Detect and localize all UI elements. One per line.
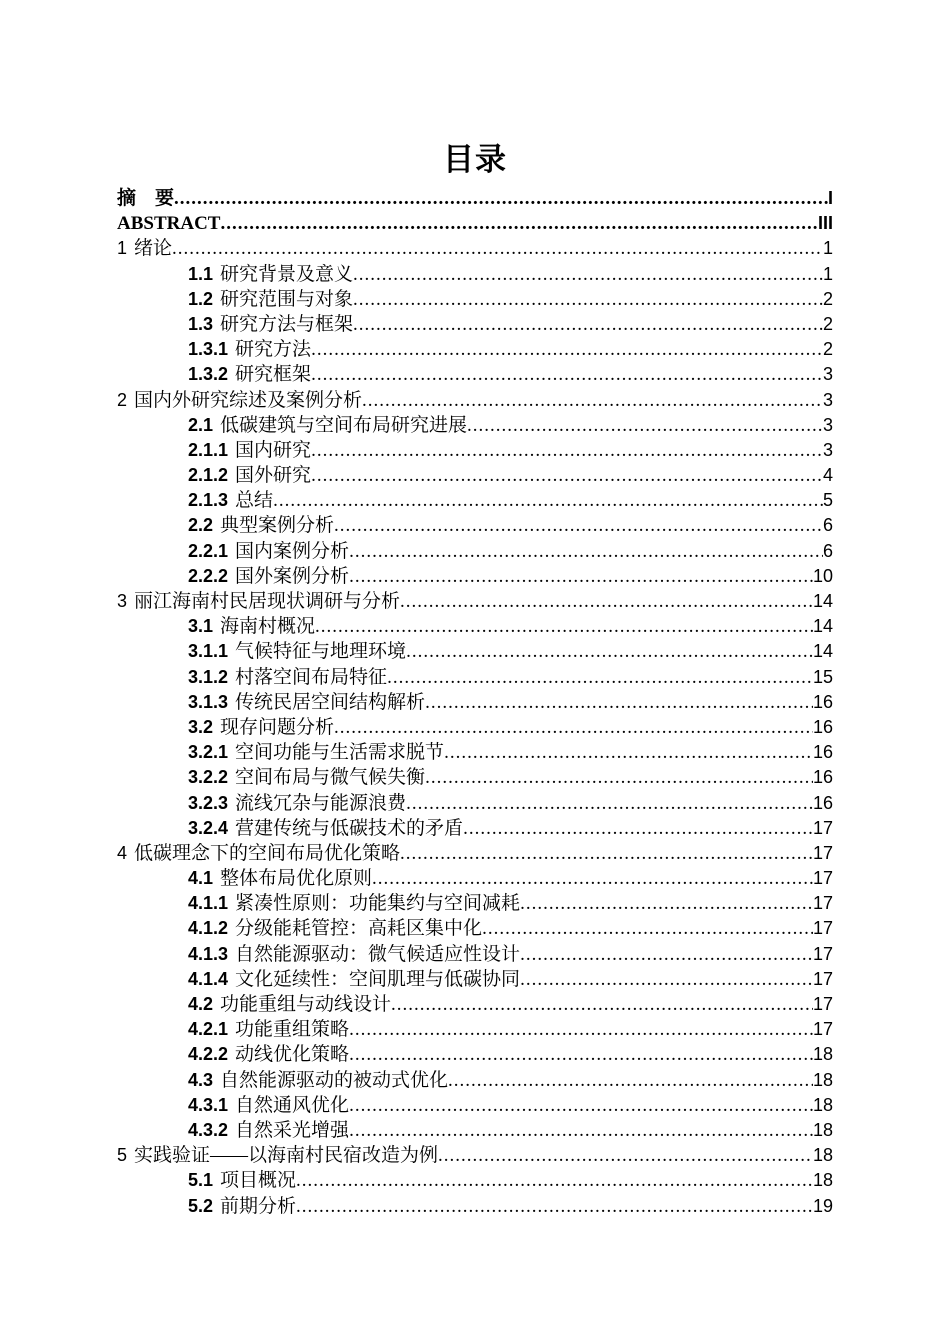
entry-number: 1 [117,238,128,259]
entry-number: 4.1.1 [188,893,229,914]
entry-number: 2.2.1 [188,540,229,561]
entry-number: 5.2 [188,1195,214,1216]
entry-label: 动线优化策略 [235,1044,350,1066]
toc-entry[interactable] [117,791,833,816]
dot-leader [406,639,813,664]
dot-leader [334,715,813,740]
entry-page: 4 [822,465,833,486]
entry-page: 2 [822,288,833,309]
dot-leader [387,665,813,690]
dot-leader [311,463,823,488]
dot-leader [425,765,813,790]
entry-page: 16 [812,691,833,712]
entry-number: 4.1.4 [188,968,229,989]
dot-leader [296,1194,813,1219]
entry-page: 6 [822,540,833,561]
dot-leader [349,564,813,589]
toc-list [117,186,833,1219]
entry-page: 18 [812,1145,833,1166]
entry-number: 1.2 [188,288,214,309]
entry-page: 18 [812,1044,833,1065]
entry-page: 3 [822,389,833,410]
entry-label: 实践验证——以海南村民宿改造为例 [134,1145,439,1167]
entry-page: 14 [812,591,833,611]
entry-number: 5.1 [188,1170,214,1191]
toc-entry[interactable] [117,1194,833,1219]
dot-leader [220,211,818,236]
entry-number: 3.2.2 [188,767,229,788]
entry-page: 14 [812,616,833,637]
entry-label: 国内案例分析 [235,540,350,562]
dot-leader [174,186,828,211]
entry-label: 低碳理念下的空间布局优化策略 [134,842,401,864]
entry-page: 1 [822,263,833,284]
entry-page: 17 [812,994,833,1014]
entry-number: 4.3.2 [188,1119,229,1140]
dot-leader [349,539,823,564]
dot-leader [520,891,813,916]
dot-leader [520,942,813,967]
toc-entry[interactable] [117,715,833,740]
entry-label: 丽江海南村民居现状调研与分析 [134,591,401,612]
entry-label: 前期分析 [220,1195,297,1217]
entry-number: 2.1.2 [188,465,229,486]
entry-number: 5 [117,1145,128,1166]
entry-label: 自然能源驱动：微气候适应性设计 [235,943,521,965]
entry-page: 2 [822,339,833,360]
entry-page: 17 [812,943,833,964]
toc-entry[interactable] [117,1168,833,1193]
entry-label: 自然能源驱动的被动式优化 [220,1069,449,1091]
entry-label: 自然通风优化 [235,1094,350,1116]
toc-entry[interactable] [117,614,833,639]
dot-leader [353,262,823,287]
toc-entry[interactable] [117,1143,833,1168]
toc-entry[interactable] [117,539,833,564]
entry-number: 3.2.4 [188,817,229,838]
entry-label: ABSTRACT [117,213,221,235]
dot-leader [315,614,813,639]
entry-label: 功能重组与动线设计 [220,994,392,1015]
entry-number: 4.1.2 [188,918,229,939]
toc-entry[interactable] [117,564,833,589]
entry-page: 16 [812,792,833,813]
entry-label: 低碳建筑与空间布局研究进展 [220,414,468,436]
entry-number: 2.2.2 [188,565,229,586]
toc-entry[interactable] [117,1017,833,1042]
entry-page: 18 [812,1119,833,1140]
dot-leader [349,1093,813,1118]
dot-leader [391,992,813,1017]
toc-entry[interactable] [117,942,833,967]
entry-page: 18 [812,1170,833,1191]
dot-leader [273,488,823,513]
entry-number: 3.1.3 [188,691,229,712]
dot-leader [425,690,813,715]
entry-page: 16 [812,767,833,788]
dot-leader [438,1143,813,1168]
dot-leader [400,841,813,866]
entry-page: 14 [812,641,833,662]
entry-page: 2 [822,313,833,334]
entry-page: 5 [822,490,833,511]
dot-leader [349,1118,813,1143]
dot-leader [482,916,813,941]
entry-label: 研究方法与框架 [220,313,354,335]
dot-leader [334,513,823,538]
entry-number: 2.1.3 [188,490,229,511]
entry-number: 4.3 [188,1069,214,1090]
dot-leader [406,791,813,816]
entry-number: 2.1.1 [188,439,229,460]
entry-page: I [827,188,833,208]
toc-entry[interactable] [117,690,833,715]
toc-entry[interactable] [117,992,833,1017]
toc-entry[interactable] [117,1042,833,1067]
toc-entry[interactable] [117,1118,833,1143]
toc-entry[interactable] [117,186,833,211]
entry-label: 摘 要 [117,188,175,209]
toc-entry[interactable] [117,866,833,891]
entry-page: 15 [812,666,833,687]
entry-number: 3.1 [188,616,214,637]
entry-page: 19 [812,1195,833,1216]
entry-number: 1.3.1 [188,339,229,360]
toc-entry[interactable] [117,236,833,261]
entry-page: 16 [812,716,833,737]
entry-number: 3.2 [188,716,214,737]
entry-label: 营建传统与低碳技术的矛盾 [235,817,464,839]
entry-number: 4.3.1 [188,1094,229,1115]
entry-page: 18 [812,1094,833,1115]
toc-entry[interactable] [117,765,833,790]
toc-entry[interactable] [117,1093,833,1118]
toc-entry[interactable] [117,967,833,992]
entry-label: 分级能耗管控：高耗区集中化 [235,918,483,940]
entry-number: 1.1 [188,263,214,284]
dot-leader [296,1168,813,1193]
entry-page: 17 [812,918,833,939]
toc-entry[interactable] [117,665,833,690]
entry-label: 流线冗杂与能源浪费 [235,792,407,814]
dot-leader [362,388,823,413]
toc-entry[interactable] [117,438,833,463]
entry-page: III [817,213,833,234]
entry-number: 4 [117,842,128,863]
entry-number: 3.1.1 [188,641,229,662]
toc-entry[interactable] [117,841,833,866]
toc-entry[interactable] [117,891,833,916]
entry-label: 研究范围与对象 [220,288,354,310]
entry-label: 村落空间布局特征 [235,666,388,688]
entry-label: 总结 [235,490,274,512]
toc-entry[interactable] [117,337,833,362]
toc-entry[interactable] [117,287,833,312]
dot-leader [467,413,823,438]
dot-leader [172,236,823,261]
dot-leader [353,287,823,312]
entry-label: 紧凑性原则：功能集约与空间减耗 [235,893,521,915]
entry-label: 文化延续性：空间肌理与低碳协同 [235,968,521,990]
entry-label: 国外案例分析 [235,565,350,587]
toc-entry[interactable] [117,916,833,941]
entry-number: 1.3.2 [188,364,229,385]
dot-leader [372,866,813,891]
toc-entry[interactable] [117,312,833,337]
entry-number: 4.2.1 [188,1019,229,1040]
dot-leader [311,362,823,387]
entry-label: 气候特征与地理环境 [235,641,407,663]
entry-page: 18 [812,1069,833,1090]
toc-entry[interactable] [117,740,833,765]
entry-page: 17 [812,842,833,863]
entry-label: 绪论 [134,238,173,260]
entry-page: 3 [822,439,833,460]
toc-entry[interactable] [117,816,833,841]
entry-number: 3.2.3 [188,792,229,813]
dot-leader [520,967,813,992]
entry-label: 研究框架 [235,364,312,386]
toc-entry[interactable] [117,262,833,287]
entry-number: 3.1.2 [188,666,229,687]
dot-leader [463,816,813,841]
entry-label: 空间功能与生活需求脱节 [235,742,445,764]
entry-number: 2 [117,389,128,410]
entry-label: 整体布局优化原则 [220,868,373,890]
toc-entry[interactable] [117,362,833,387]
dot-leader [349,1017,813,1042]
entry-label: 项目概况 [220,1170,297,1192]
entry-label: 空间布局与微气候失衡 [235,767,426,789]
entry-page: 10 [812,565,833,586]
entry-label: 自然采光增强 [235,1119,350,1141]
entry-page: 17 [812,968,833,989]
page-title: 目录 [443,142,507,177]
toc-entry[interactable] [117,639,833,664]
entry-label: 研究背景及意义 [220,263,354,285]
dot-leader [353,312,823,337]
entry-label: 现存问题分析 [220,716,335,738]
entry-page: 1 [822,238,833,259]
dot-leader [311,438,823,463]
entry-label: 研究方法 [235,339,312,361]
toc-entry[interactable] [117,589,833,614]
entry-label: 国外研究 [235,465,312,487]
dot-leader [448,1068,813,1093]
dot-leader [349,1042,813,1067]
entry-number: 3 [117,591,128,611]
entry-label: 功能重组策略 [235,1019,350,1041]
toc-entry[interactable] [117,388,833,413]
entry-number: 4.2.2 [188,1044,229,1065]
entry-page: 3 [822,364,833,385]
entry-number: 1.3 [188,313,214,334]
entry-label: 国内外研究综述及案例分析 [134,389,363,411]
entry-page: 17 [812,868,833,889]
dot-leader [311,337,823,362]
entry-label: 传统民居空间结构解析 [235,691,426,713]
toc-entry[interactable] [117,1068,833,1093]
dot-leader [400,589,813,614]
entry-label: 海南村概况 [220,616,316,638]
entry-label: 国内研究 [235,439,312,461]
dot-leader [444,740,813,765]
entry-number: 4.2 [188,994,214,1014]
toc-entry[interactable] [117,463,833,488]
entry-label: 典型案例分析 [220,515,335,537]
entry-page: 6 [822,515,833,536]
entry-page: 16 [812,742,833,763]
entry-page: 17 [812,817,833,838]
toc-entry[interactable] [117,211,833,236]
toc-entry[interactable] [117,488,833,513]
toc-entry[interactable] [117,513,833,538]
entry-page: 17 [812,1019,833,1040]
entry-number: 2.1 [188,414,214,435]
entry-number: 4.1.3 [188,943,229,964]
entry-number: 3.2.1 [188,742,229,763]
toc-entry[interactable] [117,413,833,438]
entry-page: 3 [822,414,833,435]
entry-page: 17 [812,893,833,914]
entry-number: 4.1 [188,868,214,889]
entry-number: 2.2 [188,515,214,536]
